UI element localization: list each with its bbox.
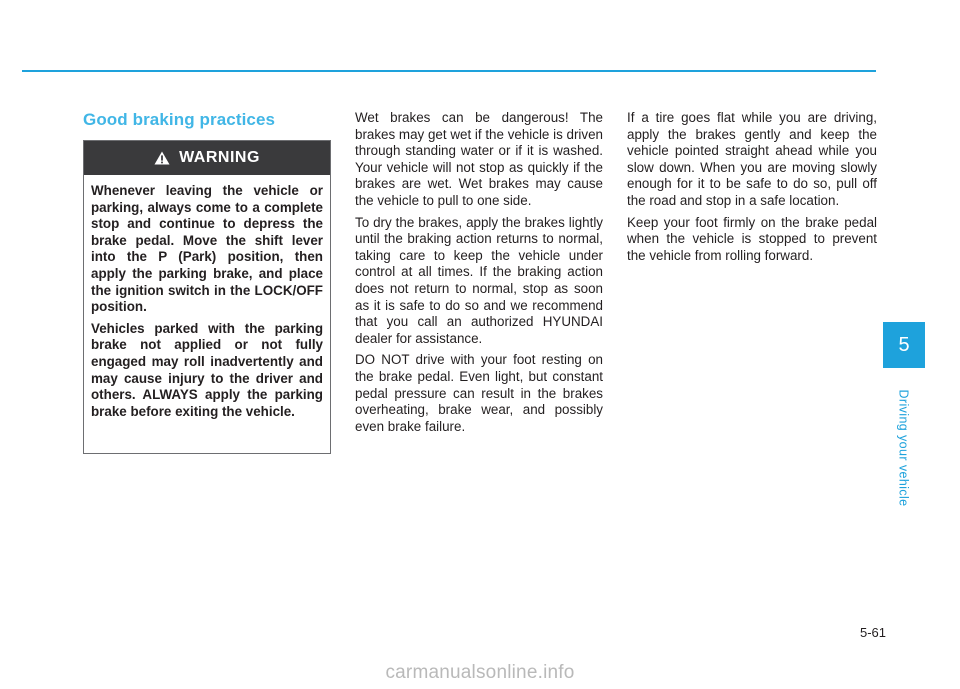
warning-header — [84, 141, 330, 175]
body-paragraph: If a tire goes flat while you are driving, apply the brakes gently and keep the vehicle pointed straight ahead while you slow down. When you are moving slowly enough for it to be safe to do so, pull off the road and stop in a safe location. — [627, 110, 877, 208]
chapter-tab — [883, 322, 925, 368]
watermark: carmanualsonline.info — [385, 662, 575, 683]
warning-paragraph: Vehicles parked with the parking brake not applied or not fully engaged may roll inadvertently and may cause injury to the driver and others. ALWAYS apply the parking brake before exiting the vehicle. — [91, 320, 323, 419]
body-paragraph: Keep your foot firmly on the brake pedal when the vehicle is stopped to prevent the vehicle from rolling forward. — [627, 214, 877, 263]
warning-paragraph: Whenever leaving the vehicle or parking, always come to a complete stop and continue to depress the brake pedal. Move the shift lever into the P (Park) position, then apply the parking brake, and place the ignition switch in the LOCK/OFF position. — [91, 183, 323, 315]
body-paragraph: To dry the brakes, apply the brakes lightly until the braking action returns to normal, taking care to keep the vehicle under control at all times. If the braking action does not return to normal, stop as soon as it is safe to do so and we recommend that you call an authorized HYUNDAI dealer for assistance. — [355, 214, 603, 346]
chapter-label-text: Driving your vehicle — [897, 389, 912, 507]
body-paragraph: DO NOT drive with your foot resting on the brake pedal. Even light, but constant pedal pressure can result in the brakes overheating, brake wear, and possibly even brake failure. — [355, 352, 603, 434]
warning-triangle-icon — [154, 151, 170, 165]
section-title: Good braking practices — [83, 110, 276, 129]
body-column-3 — [627, 110, 877, 269]
header-rule — [22, 70, 876, 72]
warning-box — [83, 140, 331, 454]
body-paragraph: Wet brakes can be dangerous! The brakes may get wet if the vehicle is driven through standing water or if it is washed. Your vehicle will not stop as quickly if the brakes are wet. Wet brakes may cause the vehicle to pull to one side. — [355, 110, 603, 208]
page-number: 5-61 — [859, 625, 886, 640]
chapter-number: 5 — [898, 333, 910, 356]
chapter-label — [883, 389, 925, 507]
warning-body — [84, 175, 330, 420]
body-column-2 — [355, 110, 603, 440]
warning-label: WARNING — [179, 149, 260, 166]
